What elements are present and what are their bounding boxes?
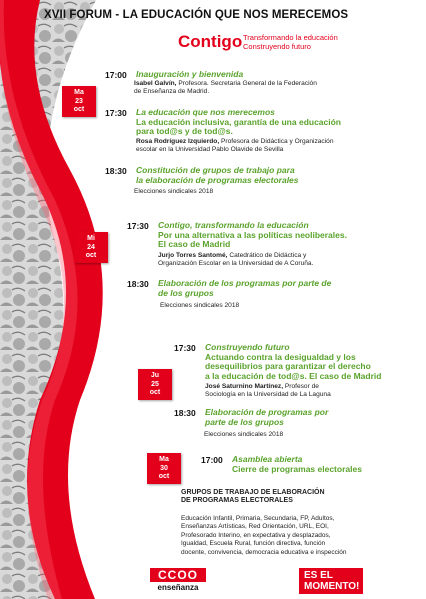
speaker-name: Rosa Rodríguez Izquierdo, — [136, 137, 220, 145]
session-inauguracion — [105, 70, 405, 96]
session-title: Asamblea abierta — [232, 454, 303, 464]
groups-line: Profesorado Interino, en expectativa y desplazados, — [181, 531, 331, 539]
session-subtitle-1: Por una alternativa a las políticas neoliberales. — [158, 229, 347, 240]
badge-month: oct — [149, 389, 161, 397]
brand-contigo: Contigo — [178, 32, 243, 51]
badge-day: Ma — [159, 456, 169, 463]
groups-line: Educación Infantil, Primaria, Secundaria, FP, Adultos, — [181, 515, 335, 522]
badge-month: oct — [158, 473, 170, 481]
speaker-role-2: escolar en la Universidad Pablo Olavide de Sevilla — [136, 145, 284, 153]
groups-line: Enseñanzas Artísticas, Red Orientación, URL, EOI, — [181, 523, 329, 531]
session-title: La educación que nos merecemos — [136, 107, 275, 117]
speaker-role: Profesora. Secretaria General de la Federación — [176, 80, 317, 87]
session-subtitle-1: Actuando contra la desigualdad y los — [205, 351, 356, 362]
session-title-1: Constitución de grupos de trabajo para — [136, 165, 295, 175]
badge-num: 30 — [160, 464, 168, 472]
speaker-role-2: Organización Escolar en la Universidad de A Coruña. — [158, 259, 314, 267]
session-speaker — [158, 252, 347, 268]
session-note: Elecciones sindicales 2018 — [204, 431, 284, 439]
session-time: 17:00 — [105, 70, 127, 80]
speaker-name: Jurjo Torres Santomé, — [158, 251, 228, 259]
session-title-1: Elaboración de programas por — [205, 407, 329, 417]
brand-tagline — [243, 33, 338, 51]
session-speaker — [105, 80, 405, 96]
session-asamblea — [201, 455, 416, 474]
badge-num: 24 — [87, 243, 95, 251]
badge-day: Mi — [87, 235, 95, 242]
speaker-role-2: Sociología en la Universidad de La Laguna — [205, 391, 331, 399]
badge-month: oct — [85, 252, 97, 260]
session-time: 18:30 — [127, 279, 149, 289]
tagline-line-1: Transformando la educación — [243, 33, 338, 42]
momento-line-2: MOMENTO! — [304, 581, 360, 592]
ccoo-logo-subtitle: enseñanza — [157, 583, 199, 592]
session-subtitle-2: para tod@s y de tod@s. — [136, 126, 233, 137]
session-title-2: la elaboración de programas electorales — [136, 174, 299, 185]
session-elaboracion-2 — [174, 408, 419, 438]
groups-line: Igualdad, Escuela Rural, función directiva, función — [181, 540, 326, 548]
badge-num: 25 — [151, 380, 159, 388]
ccoo-logo: CCOO — [150, 568, 206, 582]
speaker-role: Profesora de Didáctica y Organización — [219, 137, 334, 145]
date-badge-day1 — [62, 86, 96, 117]
session-time: 18:30 — [174, 408, 196, 418]
session-title: Contigo, transformando la educación — [158, 220, 309, 230]
session-speaker — [205, 383, 381, 399]
groups-heading — [181, 489, 401, 505]
session-elaboracion-1 — [127, 279, 417, 309]
speaker-role: Catedrático de Didáctica y — [227, 251, 307, 259]
session-time: 18:30 — [105, 166, 127, 176]
groups-line: docente, convivencia, democracia educativa e inspección — [181, 548, 347, 556]
session-construyendo-futuro — [174, 343, 419, 399]
session-la-educacion — [105, 108, 405, 154]
es-el-momento-logo — [299, 568, 363, 594]
speaker-name: José Saturnino Martínez, — [205, 383, 284, 391]
tagline-line-2: Construyendo futuro — [243, 42, 311, 51]
session-title: Inauguración y bienvenida — [136, 69, 244, 79]
session-subtitle-1: Cierre de programas electorales — [232, 463, 362, 474]
session-subtitle-1: La educación inclusiva, garantía de una educación — [136, 116, 342, 127]
session-time: 17:30 — [174, 343, 196, 353]
speaker-role-2: de Enseñanza de Madrid. — [134, 88, 210, 95]
session-title-2: parte de los grupos — [205, 416, 284, 427]
session-contigo — [127, 221, 417, 268]
badge-day: Ju — [150, 372, 160, 379]
momento-line-1: ES EL — [304, 570, 333, 581]
session-title-2: de los grupos — [158, 287, 214, 298]
session-title: Construyendo futuro — [205, 342, 290, 352]
session-time: 17:00 — [201, 455, 223, 465]
date-badge-day3 — [138, 369, 172, 400]
session-subtitle-2: El caso de Madrid — [158, 239, 231, 250]
badge-num: 23 — [75, 97, 83, 105]
groups-heading-1: GRUPOS DE TRABAJO DE ELABORACIÓN — [181, 489, 325, 496]
date-badge-day4 — [147, 453, 181, 484]
session-note: Elecciones sindicales 2018 — [160, 302, 240, 310]
session-title-1: Elaboración de los programas por parte de — [158, 278, 332, 288]
session-time: 17:30 — [127, 221, 149, 231]
session-subtitle-3: a la educación de tod@s. El caso de Madrid — [205, 370, 382, 381]
speaker-name: Isabel Galvín, — [134, 80, 177, 87]
session-time: 17:30 — [105, 108, 127, 118]
groups-heading-2: DE PROGRAMAS ELECTORALES — [181, 497, 293, 505]
session-subtitle-2: desequilibrios para garantizar el derecho — [205, 361, 371, 372]
groups-list — [181, 515, 407, 557]
speaker-role: Profesor de — [283, 383, 319, 391]
badge-month: oct — [73, 106, 85, 114]
date-badge-day2 — [74, 232, 108, 263]
forum-title: XVII FORUM - LA EDUCACIÓN QUE NOS MERECEMOS — [44, 9, 349, 21]
session-speaker — [136, 138, 341, 154]
session-constitucion — [105, 166, 405, 195]
badge-day: Ma — [74, 89, 84, 96]
session-note: Elecciones sindicales 2018 — [134, 188, 214, 196]
